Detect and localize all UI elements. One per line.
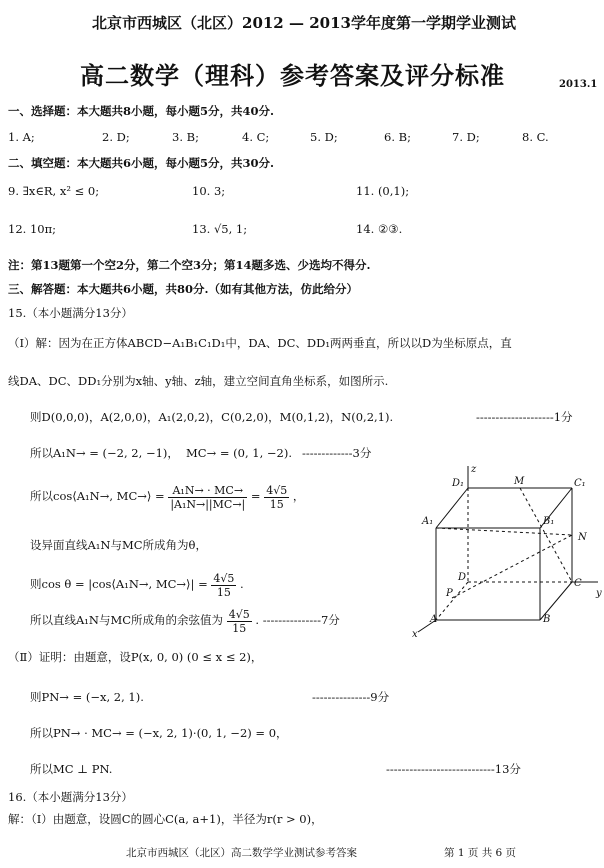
section2-note: 注：第13题第一个空2分，第二个空3分；第14题多选、少选均不得分. <box>8 258 371 272</box>
cos-value <box>264 484 289 511</box>
section1-heading: 一、选择题：本大题共8小题，每小题5分，共40分. <box>8 104 275 118</box>
vector-a1n: 所以A₁N→ = (−2, 2, −1)， <box>30 446 179 460</box>
label-c: C <box>574 578 582 589</box>
label-y: y <box>596 588 602 599</box>
score-7: ---------------7分 <box>262 613 340 627</box>
vector-mc: MC→ = (0, 1, −2). <box>186 446 292 460</box>
vector-pn: 则PN→ = (−x, 2, 1). <box>30 690 144 704</box>
cos-value-num: 4√5 <box>266 483 288 497</box>
dot-product: 所以PN→ · MC→ = (−x, 2, 1)·(0, 1, −2) = 0， <box>30 726 288 740</box>
footer-left: 北京市西城区（北区）高二数学学业测试参考答案 <box>126 847 357 859</box>
header-line1: 北京市西城区（北区）2012 — 2013学年度第一学期学业测试 <box>92 14 516 32</box>
q15-part1-line2: 线DA、DC、DD₁分别为x轴、y轴、z轴，建立空间直角坐标系，如图所示. <box>8 374 389 388</box>
edge-a1-d1 <box>436 488 468 528</box>
score-1: --------------------1分 <box>476 410 573 424</box>
answer-11: 11. (0,1); <box>356 184 410 198</box>
answer-12: 12. 10π; <box>8 222 57 236</box>
score-13: ----------------------------13分 <box>386 762 521 776</box>
footer-page: 第 1 页 共 6 页 <box>444 847 517 859</box>
label-d1: D₁ <box>452 478 465 489</box>
section2-heading: 二、填空题：本大题共6小题，每小题5分，共30分. <box>8 156 275 170</box>
label-p: P <box>446 588 453 599</box>
conclusion-line <box>30 600 340 640</box>
q16-part1: 解：（Ⅰ）由题意，设圆C的圆心C(a, a+1)，半径为r(r > 0)， <box>8 812 323 826</box>
conclusion-num: 4√5 <box>228 607 250 621</box>
label-d: D <box>458 572 467 583</box>
cos-comma: ， <box>292 489 305 503</box>
answer-1: 1. A; <box>8 130 35 144</box>
document-date: 2013.1 <box>559 79 598 90</box>
cos-equals: = <box>250 489 261 503</box>
label-c1: C₁ <box>574 478 586 489</box>
label-m: M <box>514 476 525 487</box>
q15-part1-line1: （Ⅰ）解：因为在正方体ABCD−A₁B₁C₁D₁中，DA、DC、DD₁两两垂直，所以以D为坐标原点，直 <box>8 336 512 350</box>
question16-title: 16.（本小题满分13分） <box>8 790 133 804</box>
angle-line: 设异面直线A₁N与MC所成角为θ， <box>30 538 207 552</box>
cos-prefix: 所以cos⟨A₁N→, MC→⟩ = <box>30 489 165 503</box>
cos-denominator: |A₁N→||MC→| <box>170 497 246 511</box>
cos-value-den: 15 <box>269 497 284 511</box>
cos-numerator: A₁N→ · MC→ <box>168 484 247 498</box>
cos-theta-period: . <box>240 577 244 591</box>
answer-6: 6. B; <box>384 130 411 144</box>
segment-p-n <box>452 535 572 598</box>
question15-title: 15.（本小题满分13分） <box>8 306 133 320</box>
answer-7: 7. D; <box>452 130 480 144</box>
conclusion-period: . <box>255 613 260 627</box>
q15-part2: （Ⅱ）证明：由题意，设P(x, 0, 0) (0 ≤ x ≤ 2)， <box>8 650 263 664</box>
conclusion-den: 15 <box>232 621 247 635</box>
segment-a1-n <box>436 528 572 535</box>
score-9: ---------------9分 <box>312 690 390 704</box>
cos-theta-den: 15 <box>216 585 231 599</box>
score-3: -------------3分 <box>302 446 372 460</box>
answer-13: 13. √5, 1; <box>192 222 248 236</box>
answer-2: 2. D; <box>102 130 130 144</box>
answer-3: 3. B; <box>172 130 199 144</box>
label-a: A <box>430 614 438 625</box>
conclusion-value <box>227 608 252 635</box>
cos-fraction <box>168 484 247 511</box>
answer-5: 5. D; <box>310 130 338 144</box>
answer-4: 4. C; <box>242 130 270 144</box>
cos-formula <box>30 476 304 516</box>
document-title: 高二数学（理科）参考答案及评分标准 <box>80 61 505 90</box>
label-x: x <box>412 629 418 640</box>
cos-theta <box>30 564 244 604</box>
answer-10: 10. 3; <box>192 184 226 198</box>
answer-8: 8. C. <box>522 130 549 144</box>
cube-figure <box>400 460 604 640</box>
section3-heading: 三、解答题：本大题共6小题，共80分.（如有其他方法，仿此给分） <box>8 282 359 296</box>
cos-theta-prefix: 则cos θ = |cos⟨A₁N→, MC→⟩| = <box>30 577 208 591</box>
cos-theta-value <box>211 572 236 599</box>
perpendicular: 所以MC ⊥ PN. <box>30 762 113 776</box>
conclusion-text: 所以直线A₁N与MC所成角的余弦值为 <box>30 613 224 627</box>
answer-9: 9. ∃x∈R, x² ≤ 0; <box>8 184 100 198</box>
cos-theta-num: 4√5 <box>213 571 235 585</box>
label-b: B <box>543 614 551 625</box>
label-b1: B₁ <box>543 516 555 527</box>
label-a1: A₁ <box>422 516 434 527</box>
label-z: z <box>471 464 477 475</box>
answer-14: 14. ②③. <box>356 222 403 236</box>
q15-coordinates: 则D(0,0,0)，A(2,0,0)，A₁(2,0,2)，C(0,2,0)，M(0,1,2)，N(0,2,1). <box>30 410 394 424</box>
label-n: N <box>578 532 587 543</box>
